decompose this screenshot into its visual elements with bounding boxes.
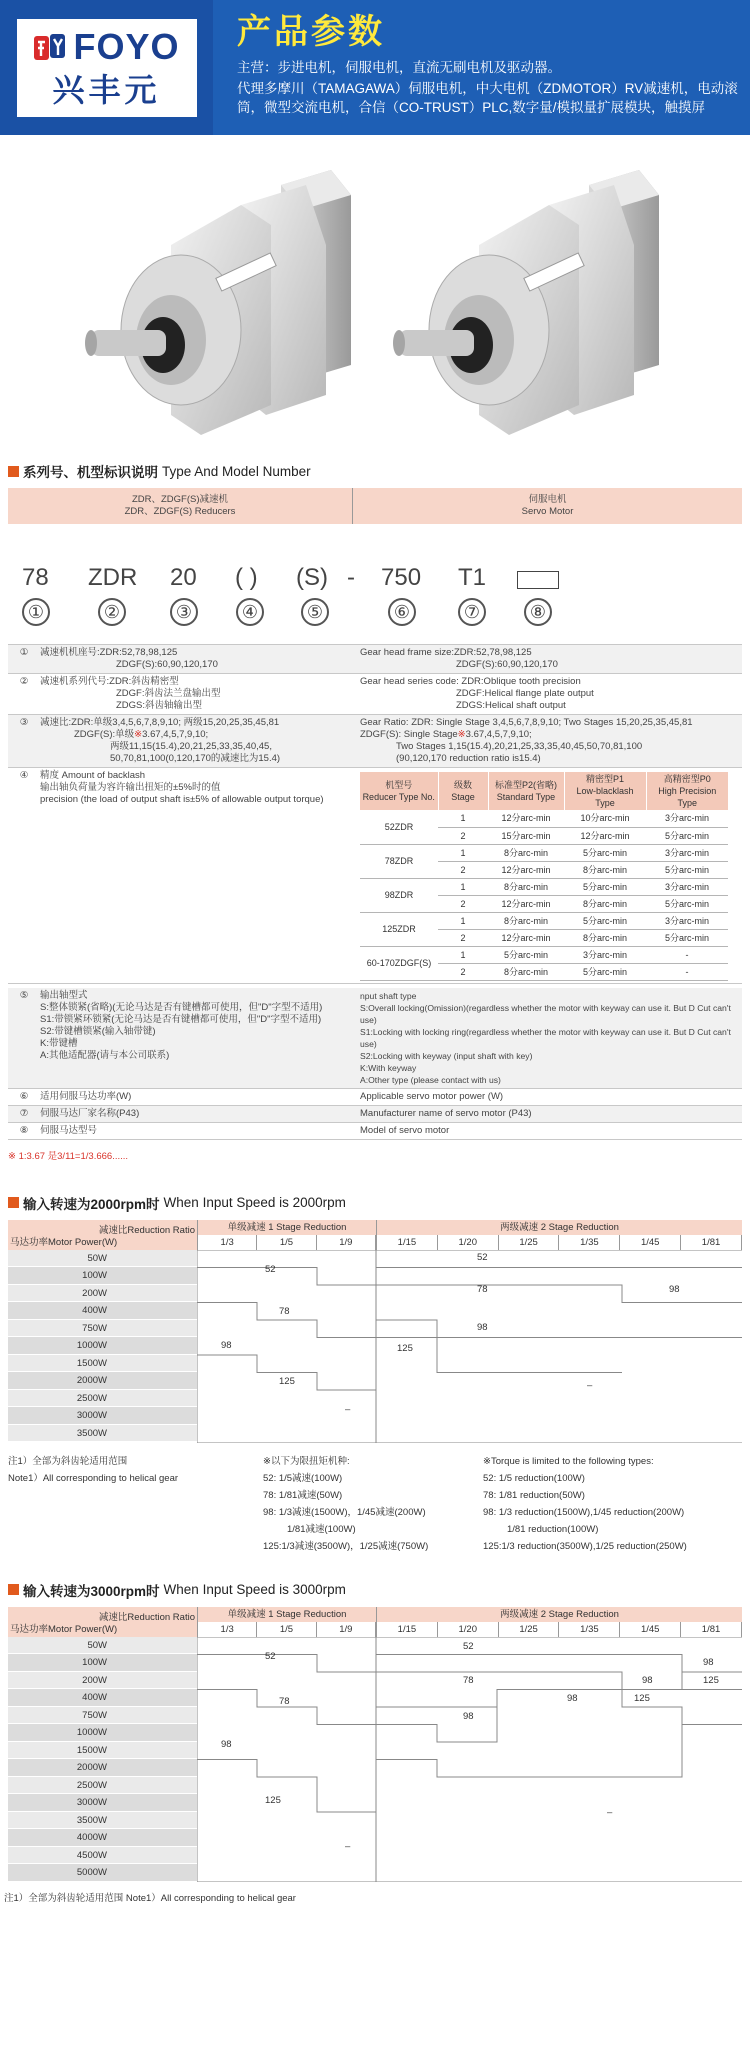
torque-table-2000 bbox=[8, 1220, 742, 1443]
power-cell: 4500W bbox=[8, 1847, 197, 1865]
spec-no: ① bbox=[19, 647, 29, 658]
type-cell: 78ZDR bbox=[360, 844, 438, 878]
power-label: 马达功率Motor Power(W) bbox=[10, 1623, 118, 1635]
col-header: Standard Type bbox=[496, 792, 556, 802]
power-cell: 3500W bbox=[8, 1425, 197, 1443]
note-text: 78: 1/81减速(50W) bbox=[263, 1489, 343, 1501]
power-column bbox=[8, 1637, 197, 1882]
section-square-icon bbox=[8, 466, 19, 477]
torque-value: 98 bbox=[477, 1321, 488, 1333]
torque-value: 78 bbox=[477, 1283, 488, 1295]
spec-text: 伺服马达型号 bbox=[40, 1124, 98, 1136]
gear-reducer-photo-right bbox=[379, 165, 679, 435]
model-index-4: ④ bbox=[236, 598, 264, 626]
model-part-dash: - bbox=[347, 564, 355, 591]
power-cell: 400W bbox=[8, 1302, 197, 1320]
torque-value: 52 bbox=[265, 1650, 276, 1662]
table-row: 2 8分arc-min 5分arc-min - bbox=[360, 963, 728, 980]
table-row: 60-170ZDGF(S) 1 5分arc-min 3分arc-min - bbox=[360, 946, 728, 963]
section-square-icon bbox=[8, 1584, 19, 1595]
spec-text: Model of servo motor bbox=[360, 1124, 450, 1136]
table-row: 98ZDR 1 8分arc-min 5分arc-min 3分arc-min bbox=[360, 878, 728, 895]
torque-value: 98 bbox=[463, 1710, 474, 1722]
model-part-frame: 78 bbox=[22, 564, 49, 591]
power-column bbox=[8, 1250, 197, 1443]
stage2-header: 两级减速 2 Stage Reduction bbox=[377, 1220, 742, 1235]
model-index-3: ③ bbox=[170, 598, 198, 626]
power-cell: 100W bbox=[8, 1654, 197, 1672]
col-header: 级数 bbox=[453, 780, 472, 790]
spec-text: S1:带锁紧环锁紧(无论马达是否有键槽都可使用，但"D"字型不适用) bbox=[40, 1013, 322, 1025]
model-part-shaft: (S) bbox=[296, 564, 328, 591]
spec-text: 两级11,15(15.4),20,21,25,33,35,40,45, bbox=[110, 741, 272, 752]
table-row: 78ZDR 1 8分arc-min 5分arc-min 3分arc-min bbox=[360, 844, 728, 861]
note-text: 125:1/3减速(3500W)，1/25减速(750W) bbox=[263, 1540, 429, 1552]
spec-text: S:整体锁紧(省略)(无论马达是否有键槽都可使用，但"D"字型不适用) bbox=[40, 1001, 323, 1013]
spec-row-1 bbox=[8, 644, 742, 674]
page-title: 产品参数 bbox=[237, 12, 385, 52]
spec-text: 减速机系列代号:ZDR:斜齿精密型 bbox=[40, 676, 179, 687]
section-title-cn: 系列号、机型标识说明 bbox=[23, 465, 158, 480]
note-text: 78: 1/81 reduction(50W) bbox=[483, 1489, 585, 1501]
spec-text: S:Overall locking(Omission)(regardless whether the motor with keyway can use it. But D Cut can't use) bbox=[360, 1002, 731, 1025]
spec-no: ⑥ bbox=[19, 1090, 29, 1102]
power-cell: 50W bbox=[8, 1637, 197, 1655]
spec-text: ZDGS:斜齿轴输出型 bbox=[116, 700, 203, 711]
ratio-header: 1/20 bbox=[438, 1235, 499, 1250]
spec-no: ④ bbox=[19, 770, 29, 781]
brand-name-en: FOYO bbox=[73, 25, 180, 67]
model-index-6: ⑥ bbox=[388, 598, 416, 626]
spec-text: ZDGF:斜齿法兰盘输出型 bbox=[116, 688, 221, 699]
spec-row-2 bbox=[8, 674, 742, 715]
spec-text: (90,120,170 reduction ratio is15.4) bbox=[396, 753, 541, 764]
spec-no: ⑧ bbox=[19, 1124, 29, 1136]
torque-3000-title bbox=[8, 1581, 750, 1599]
col-header: Stage bbox=[451, 792, 475, 802]
header-info bbox=[213, 0, 750, 135]
torque-value: 125 bbox=[279, 1375, 295, 1387]
torque-value: 98 bbox=[703, 1656, 714, 1668]
spec-row-6 bbox=[8, 1089, 742, 1106]
spec-table bbox=[8, 644, 742, 1140]
power-cell: 750W bbox=[8, 1320, 197, 1338]
torque-value: 125 bbox=[265, 1794, 281, 1806]
stage2-header: 两级减速 2 Stage Reduction bbox=[377, 1607, 742, 1622]
ratio-header: 1/5 bbox=[257, 1622, 316, 1637]
power-cell: 4000W bbox=[8, 1829, 197, 1847]
ratio-header: 1/35 bbox=[559, 1622, 620, 1637]
section-title-en: When Input Speed is 2000rpm bbox=[163, 1195, 346, 1210]
ratio-header: 1/81 bbox=[681, 1622, 742, 1637]
section-title-en: Type And Model Number bbox=[162, 463, 311, 479]
spec-text: ZDGF(S):单级 bbox=[74, 729, 135, 740]
spec-text: ZDGF(S):60,90,120,170 bbox=[116, 659, 218, 670]
model-number-diagram bbox=[0, 524, 750, 644]
table-row: 2 15分arc-min 12分arc-min 5分arc-min bbox=[360, 827, 728, 844]
applicable-range-grid bbox=[197, 1637, 742, 1882]
type-model-section-title bbox=[8, 462, 750, 480]
spec-text: nput shaft type bbox=[360, 990, 417, 1001]
torque-value: 125 bbox=[634, 1692, 650, 1704]
ratio-header: 1/25 bbox=[499, 1622, 560, 1637]
torque-value: 98 bbox=[642, 1674, 653, 1686]
power-cell: 2500W bbox=[8, 1777, 197, 1795]
spec-text: Manufacturer name of servo motor (P43) bbox=[360, 1107, 532, 1119]
spec-text: 精度 Amount of backlash bbox=[40, 770, 146, 781]
spec-text: 伺服马达厂家名称(P43) bbox=[40, 1107, 140, 1119]
type-cell: 125ZDR bbox=[360, 912, 438, 946]
torque-value: 125 bbox=[703, 1674, 719, 1686]
power-cell: 1500W bbox=[8, 1355, 197, 1373]
ratio-label: 减速比Reduction Ratio bbox=[98, 1224, 195, 1236]
torque-value: – bbox=[607, 1806, 613, 1818]
ratio-header: 1/9 bbox=[317, 1235, 376, 1250]
spec-row-3 bbox=[8, 715, 742, 768]
model-index-8: ⑧ bbox=[524, 598, 552, 626]
spec-text: ZDGF(S): Single Stage bbox=[360, 729, 458, 740]
spec-text: Applicable servo motor power (W) bbox=[360, 1090, 504, 1102]
spec-text: Gear head series code: ZDR:Oblique tooth precision bbox=[360, 676, 581, 687]
torque-value: 98 bbox=[567, 1692, 578, 1704]
power-cell: 2000W bbox=[8, 1372, 197, 1390]
section-square-icon bbox=[8, 1197, 19, 1208]
range-boundaries bbox=[197, 1250, 742, 1443]
power-label: 马达功率Motor Power(W) bbox=[10, 1236, 118, 1248]
spec-text: A:Other type (please contact with us) bbox=[360, 1074, 501, 1085]
product-photos bbox=[0, 135, 750, 445]
power-cell: 200W bbox=[8, 1672, 197, 1690]
torque-value: 78 bbox=[279, 1305, 290, 1317]
ratio-header: 1/15 bbox=[377, 1235, 438, 1250]
ratio-header: 1/45 bbox=[620, 1622, 681, 1637]
spec-text: ZDGF(S):60,90,120,170 bbox=[456, 659, 558, 670]
spec-no: ⑦ bbox=[19, 1107, 29, 1119]
col-header: 精密型P1 bbox=[585, 774, 624, 784]
spec-text: S2:Locking with keyway (input shaft with key) bbox=[360, 1050, 533, 1061]
business-line-1: 主营：步进电机，伺服电机，直流无刷电机及驱动器。 bbox=[237, 60, 561, 75]
spec-text: precision (the load of output shaft is±5% of allowable output torque) bbox=[40, 794, 324, 805]
business-line-2: 代理多摩川（TAMAGAWA）伺服电机，中大电机（ZDMOTOR）RV减速机，电动滚筒，微型交流电机，合信（CO-TRUST）PLC,数字量/模拟量扩展模块，触摸屏 bbox=[237, 81, 738, 115]
power-cell: 200W bbox=[8, 1285, 197, 1303]
table-row: 125ZDR 1 8分arc-min 5分arc-min 3分arc-min bbox=[360, 912, 728, 929]
power-cell: 1500W bbox=[8, 1742, 197, 1760]
foyo-logo-icon bbox=[33, 30, 67, 64]
spec-no: ⑤ bbox=[19, 989, 29, 1001]
type-cell: 52ZDR bbox=[360, 810, 438, 844]
spec-text: ZDGF:Helical flange plate output bbox=[456, 688, 594, 699]
torque-value: 98 bbox=[221, 1738, 232, 1750]
spec-text: K:With keyway bbox=[360, 1062, 417, 1073]
spec-no: ② bbox=[19, 676, 29, 687]
col-header: High Precision Type bbox=[658, 786, 717, 808]
model-index-1: ① bbox=[22, 598, 50, 626]
torque-2000-notes bbox=[8, 1453, 750, 1555]
torque-value: – bbox=[345, 1403, 351, 1415]
torque-value: 52 bbox=[265, 1263, 276, 1275]
torque-2000-title bbox=[8, 1194, 750, 1212]
page-header bbox=[0, 0, 750, 135]
model-part-maker: T1 bbox=[458, 564, 487, 591]
power-cell: 1000W bbox=[8, 1724, 197, 1742]
spec-text: Gear head frame size:ZDR:52,78,98,125 bbox=[360, 647, 532, 658]
torque-table-3000 bbox=[8, 1607, 742, 1882]
model-index-7: ⑦ bbox=[458, 598, 486, 626]
power-cell: 100W bbox=[8, 1267, 197, 1285]
ratio-label: 减速比Reduction Ratio bbox=[98, 1611, 195, 1623]
servo-label-en: Servo Motor bbox=[521, 506, 574, 517]
ratio-header: 1/45 bbox=[620, 1235, 681, 1250]
brand-name-cn: 兴丰元 bbox=[52, 71, 161, 108]
note-text: 1/81减速(100W) bbox=[287, 1523, 356, 1535]
spec-no: ③ bbox=[19, 717, 29, 728]
spec-text: 减速机机座号:ZDR:52,78,98,125 bbox=[40, 647, 178, 658]
model-index-2: ② bbox=[98, 598, 126, 626]
ratio-header: 1/20 bbox=[438, 1622, 499, 1637]
section-title-cn: 输入转速为3000rpm时 bbox=[23, 1583, 160, 1599]
spec-text: 3.67,4,5,7,9,10; bbox=[465, 729, 532, 740]
applicable-range-grid bbox=[197, 1250, 742, 1443]
table-row: 2 12分arc-min 8分arc-min 5分arc-min bbox=[360, 929, 728, 946]
model-part-power: 750 bbox=[381, 564, 422, 591]
ratio-footnote: ※ 1:3.67 是3/11=1/3.666...... bbox=[8, 1150, 129, 1162]
power-cell: 2000W bbox=[8, 1759, 197, 1777]
note-text: 98: 1/3 reduction(1500W),1/45 reduction(200W) bbox=[483, 1506, 685, 1518]
note-text: 52: 1/5 reduction(100W) bbox=[483, 1472, 585, 1484]
type-cell: 98ZDR bbox=[360, 878, 438, 912]
model-part-precision: ( ) bbox=[235, 564, 258, 591]
stage1-header: 单级减速 1 Stage Reduction bbox=[198, 1607, 376, 1622]
col-header: Low-blacklash Type bbox=[576, 786, 634, 808]
note-text: 注1）全部为斜齿轮适用范围 bbox=[8, 1455, 128, 1467]
ratio-header: 1/15 bbox=[377, 1622, 438, 1637]
col-header: Reducer Type No. bbox=[362, 792, 435, 802]
note-text: 98: 1/3减速(1500W)，1/45减速(200W) bbox=[263, 1506, 426, 1518]
note-text: 125:1/3 reduction(3500W),1/25 reduction(250W) bbox=[483, 1540, 687, 1552]
section-title-cn: 输入转速为2000rpm时 bbox=[23, 1196, 160, 1212]
spec-row-4 bbox=[8, 768, 742, 984]
servo-label-cn: 伺服电机 bbox=[528, 494, 567, 505]
spec-text: A:其他适配器(请与本公司联系) bbox=[40, 1049, 170, 1061]
power-cell: 2500W bbox=[8, 1390, 197, 1408]
note-text: Note1）All corresponding to helical gear bbox=[8, 1472, 179, 1484]
spec-row-7 bbox=[8, 1106, 742, 1123]
ratio-header: 1/3 bbox=[198, 1235, 257, 1250]
spec-text: S1:Locking with locking ring(regardless whether the motor with keyway can use it. But D Cut can't use) bbox=[360, 1026, 731, 1049]
spec-text: 输出轴型式 bbox=[40, 989, 88, 1001]
note-text: 52: 1/5减速(100W) bbox=[263, 1472, 343, 1484]
logo bbox=[17, 19, 197, 117]
spec-row-5 bbox=[8, 988, 742, 1089]
note-text: 1/81 reduction(100W) bbox=[507, 1523, 599, 1535]
gear-reducer-photo-left bbox=[71, 165, 371, 435]
torque-value: 78 bbox=[279, 1695, 290, 1707]
col-header: 高精密型P0 bbox=[663, 774, 711, 784]
spec-text: 3.67,4,5,7,9,10; bbox=[142, 729, 209, 740]
type-cell: 60-170ZDGF(S) bbox=[360, 946, 438, 980]
spec-text: K:带键槽 bbox=[40, 1037, 78, 1049]
section-title-en: When Input Speed is 3000rpm bbox=[163, 1582, 346, 1597]
model-part-series: ZDR bbox=[88, 564, 138, 591]
torque-value: – bbox=[345, 1840, 351, 1852]
power-cell: 3000W bbox=[8, 1407, 197, 1425]
type-header-bar bbox=[8, 488, 742, 524]
ratio-header: 1/81 bbox=[681, 1235, 742, 1250]
col-header: 机型号 bbox=[385, 780, 413, 790]
torque-value: 52 bbox=[477, 1251, 488, 1263]
ratio-header: 1/35 bbox=[559, 1235, 620, 1250]
spec-text: 减速比:ZDR:单级3,4,5,6,7,8,9,10; 两级15,20,25,35,45,81 bbox=[40, 717, 280, 728]
note-text: ※Torque is limited to the following types: bbox=[483, 1455, 654, 1467]
backlash-table bbox=[360, 772, 728, 981]
torque-value: 98 bbox=[669, 1283, 680, 1295]
range-boundaries bbox=[197, 1637, 742, 1882]
power-cell: 3000W bbox=[8, 1794, 197, 1812]
table-row: 2 12分arc-min 8分arc-min 5分arc-min bbox=[360, 895, 728, 912]
torque-value: 78 bbox=[463, 1674, 474, 1686]
power-cell: 50W bbox=[8, 1250, 197, 1268]
power-cell: 750W bbox=[8, 1707, 197, 1725]
reducer-label-cn: ZDR、ZDGF(S)减速机 bbox=[131, 494, 229, 505]
torque-value: 52 bbox=[463, 1640, 474, 1652]
asterisk-icon: ※ bbox=[134, 729, 143, 740]
torque-value: 98 bbox=[221, 1339, 232, 1351]
logo-panel bbox=[0, 0, 213, 135]
table-row: 2 12分arc-min 8分arc-min 5分arc-min bbox=[360, 861, 728, 878]
spec-text: 50,70,81,100(0,120,170的减速比为15.4) bbox=[110, 753, 281, 764]
stage1-header: 单级减速 1 Stage Reduction bbox=[198, 1220, 376, 1235]
power-cell: 3500W bbox=[8, 1812, 197, 1830]
spec-text: ZDGS:Helical shaft output bbox=[456, 700, 566, 711]
torque-value: 125 bbox=[397, 1342, 413, 1354]
model-part-ratio: 20 bbox=[170, 564, 197, 591]
power-cell: 1000W bbox=[8, 1337, 197, 1355]
spec-text: Two Stages 1,15(15.4),20,21,25,33,35,40,45,50,70,81,100 bbox=[396, 741, 643, 752]
spec-text: S2:带键槽锁紧(输入轴带键) bbox=[40, 1025, 156, 1037]
torque-3000-note: 注1）全部为斜齿轮适用范围 Note1）All corresponding to helical gear bbox=[4, 1892, 296, 1904]
model-part-motor-box bbox=[517, 571, 559, 589]
model-index-5: ⑤ bbox=[301, 598, 329, 626]
ratio-header: 1/25 bbox=[499, 1235, 560, 1250]
asterisk-icon: ※ bbox=[457, 729, 466, 740]
reducer-label-en: ZDR、ZDGF(S) Reducers bbox=[124, 506, 236, 517]
ratio-header: 1/9 bbox=[317, 1622, 376, 1637]
spec-row-8 bbox=[8, 1123, 742, 1140]
col-header: 标准型P2(省略) bbox=[494, 780, 557, 790]
spec-text: Gear Ratio: ZDR: Single Stage 3,4,5,6,7,8,9,10; Two Stages 15,20,25,35,45,81 bbox=[360, 717, 693, 728]
table-row: 52ZDR 1 12分arc-min 10分arc-min 3分arc-min bbox=[360, 810, 728, 827]
power-cell: 5000W bbox=[8, 1864, 197, 1882]
torque-value: – bbox=[587, 1379, 593, 1391]
note-text: ※以下为限扭矩机种: bbox=[263, 1455, 350, 1467]
power-cell: 400W bbox=[8, 1689, 197, 1707]
ratio-header: 1/5 bbox=[257, 1235, 316, 1250]
spec-text: 输出轴负荷量为容许输出扭矩的±5%时的值 bbox=[40, 782, 221, 793]
ratio-header: 1/3 bbox=[198, 1622, 257, 1637]
spec-text: 适用伺服马达功率(W) bbox=[40, 1090, 132, 1102]
